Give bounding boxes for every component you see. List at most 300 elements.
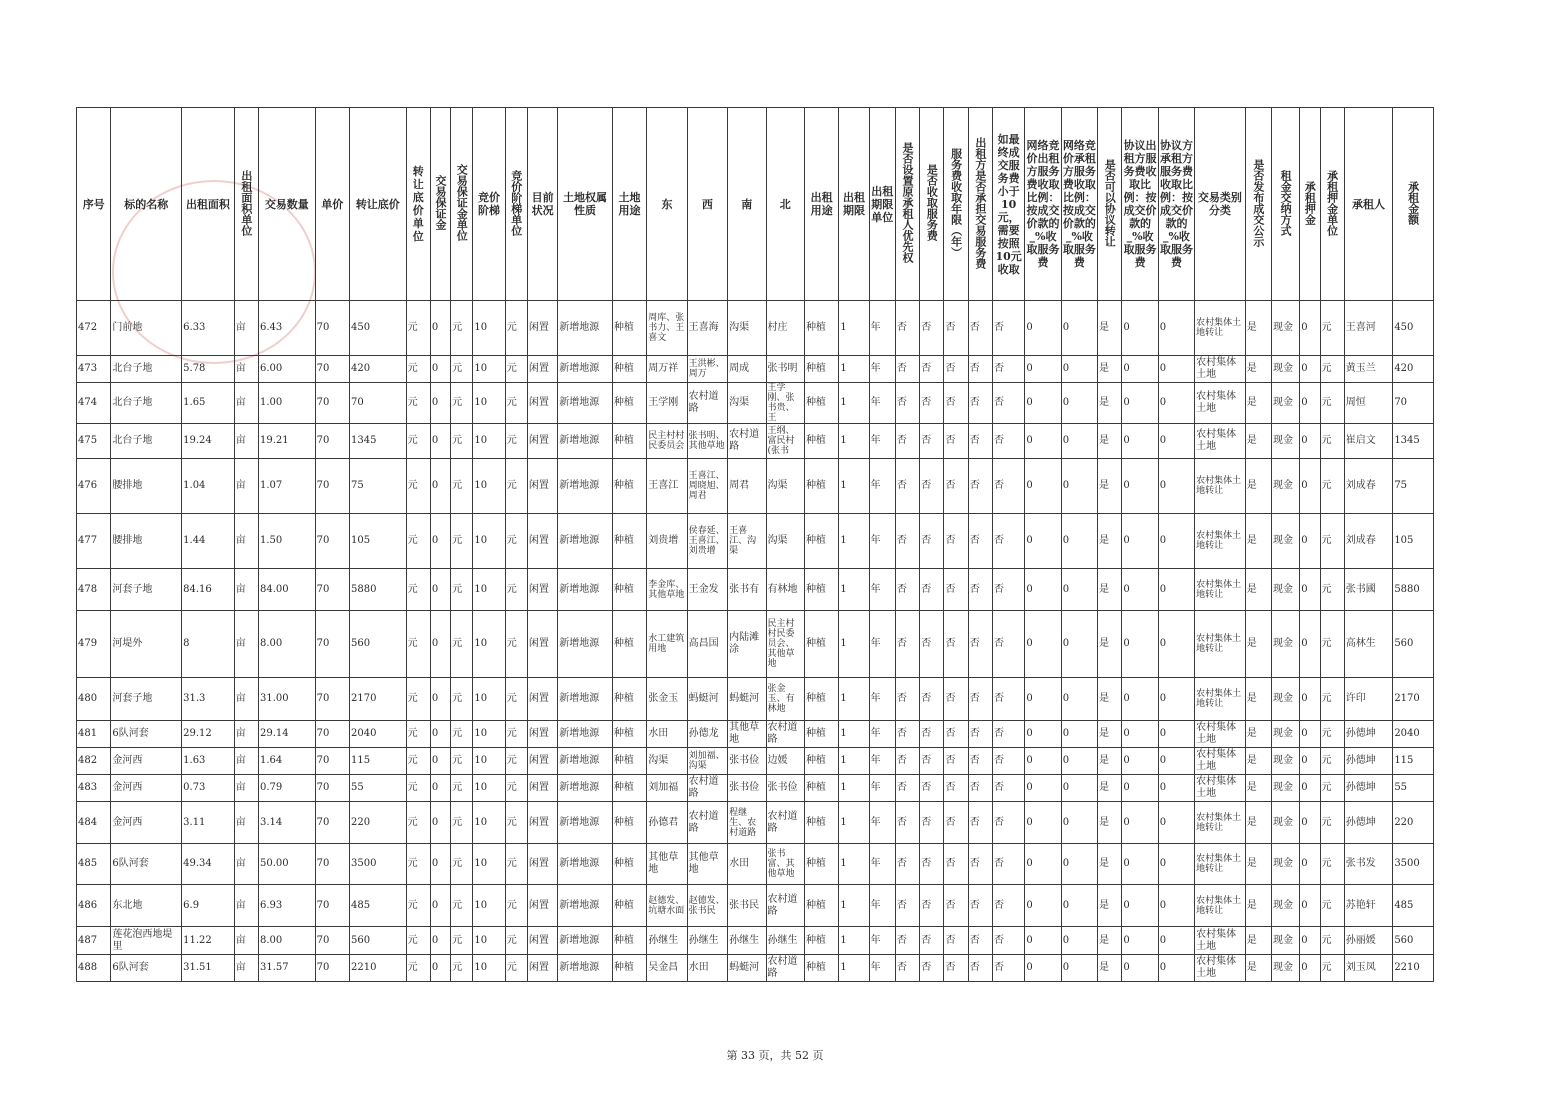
cell-area: 8	[182, 611, 235, 678]
cell-trade-type: 农村集体土地	[1195, 356, 1246, 383]
cell-use: 种植	[612, 748, 646, 775]
cell-pay-mode: 现金	[1271, 678, 1299, 721]
cell-priority: 否	[895, 678, 919, 721]
cell-deposit-unit: 元	[451, 301, 473, 356]
cell-negotiable: 是	[1098, 514, 1122, 569]
cell-trade-type: 农村集体土地	[1195, 748, 1246, 775]
cell-term: 1	[839, 844, 869, 885]
cell-fee-years: 否	[944, 514, 968, 569]
cell-priority: 否	[895, 885, 919, 927]
cell-step-unit: 元	[505, 775, 527, 802]
cell-west: 孙继生	[687, 927, 727, 955]
cell-nature: 新增地源	[558, 383, 613, 424]
cell-qty: 6.43	[259, 301, 316, 356]
cell-net-in: 0	[1061, 927, 1097, 955]
cell-fee-years: 否	[944, 844, 968, 885]
header-price: 单价	[315, 108, 349, 301]
cell-name: 莲花泡西地堤里	[111, 927, 182, 955]
cell-trade-type: 农村集体土地转让	[1195, 885, 1246, 927]
cell-north: 农村道路	[766, 802, 804, 844]
cell-use: 种植	[612, 955, 646, 982]
cell-net-out: 0	[1025, 424, 1061, 459]
cell-agr-out: 0	[1122, 885, 1158, 927]
cell-qty: 31.57	[259, 955, 316, 982]
cell-pledge-unit: 元	[1320, 383, 1344, 424]
cell-pledge-unit: 元	[1320, 611, 1344, 678]
cell-pledge: 0	[1300, 424, 1320, 459]
cell-charge: 否	[920, 885, 944, 927]
cell-rent-use: 种植	[804, 802, 838, 844]
cell-bear: 否	[968, 721, 992, 748]
cell-base: 115	[350, 748, 407, 775]
cell-status: 闲置	[527, 301, 557, 356]
cell-seq: 488	[77, 955, 111, 982]
cell-agr-out: 0	[1122, 748, 1158, 775]
cell-name: 金河西	[111, 802, 182, 844]
cell-bear: 否	[968, 927, 992, 955]
cell-amount: 420	[1393, 356, 1434, 383]
cell-publish: 是	[1245, 927, 1271, 955]
cell-step: 10	[473, 356, 505, 383]
cell-rent-use: 种植	[804, 356, 838, 383]
cell-publish: 是	[1245, 844, 1271, 885]
cell-rent-use: 种植	[804, 424, 838, 459]
cell-south: 张书俭	[728, 775, 766, 802]
cell-use: 种植	[612, 383, 646, 424]
cell-base: 220	[350, 802, 407, 844]
cell-negotiable: 是	[1098, 802, 1122, 844]
cell-lessee: 孙丽媛	[1344, 927, 1393, 955]
cell-lessee: 王喜河	[1344, 301, 1393, 356]
cell-fee-years: 否	[944, 721, 968, 748]
cell-pledge: 0	[1300, 955, 1320, 982]
cell-seq: 484	[77, 802, 111, 844]
cell-base-unit: 元	[406, 885, 430, 927]
cell-use: 种植	[612, 775, 646, 802]
cell-pay-mode: 现金	[1271, 955, 1299, 982]
cell-agr-out: 0	[1122, 569, 1158, 611]
cell-rent-use: 种植	[804, 301, 838, 356]
cell-net-out: 0	[1025, 356, 1061, 383]
cell-area: 11.22	[182, 927, 235, 955]
cell-bear: 否	[968, 301, 992, 356]
cell-pledge-unit: 元	[1320, 748, 1344, 775]
cell-north: 张书明	[766, 356, 804, 383]
table-row	[77, 775, 1434, 802]
cell-term: 1	[839, 301, 869, 356]
cell-trade-type: 农村集体土地转让	[1195, 844, 1246, 885]
cell-charge: 否	[920, 459, 944, 514]
cell-lessee: 刘玉凤	[1344, 955, 1393, 982]
cell-deposit-unit: 元	[451, 844, 473, 885]
cell-pledge-unit: 元	[1320, 721, 1344, 748]
cell-deposit: 0	[430, 802, 450, 844]
header-deposit: 交易保证金	[430, 108, 450, 301]
cell-pledge-unit: 元	[1320, 356, 1344, 383]
cell-north: 张书俭	[766, 775, 804, 802]
cell-negotiable: 是	[1098, 748, 1122, 775]
cell-agr-out: 0	[1122, 356, 1158, 383]
cell-step-unit: 元	[505, 885, 527, 927]
cell-deposit-unit: 元	[451, 748, 473, 775]
cell-term: 1	[839, 927, 869, 955]
cell-lessee: 苏艳轩	[1344, 885, 1393, 927]
cell-price: 70	[315, 611, 349, 678]
cell-net-out: 0	[1025, 844, 1061, 885]
cell-area: 1.44	[182, 514, 235, 569]
cell-bear: 否	[968, 356, 992, 383]
cell-net-out: 0	[1025, 927, 1061, 955]
cell-north: 王学刚、张书贵、王	[766, 383, 804, 424]
cell-deposit-unit: 元	[451, 356, 473, 383]
cell-seq: 483	[77, 775, 111, 802]
cell-qty: 3.14	[259, 802, 316, 844]
cell-term-unit: 年	[869, 301, 895, 356]
cell-net-in: 0	[1061, 678, 1097, 721]
cell-bear: 否	[968, 569, 992, 611]
cell-trade-type: 农村集体土地转让	[1195, 514, 1246, 569]
cell-area: 6.9	[182, 885, 235, 927]
cell-south: 王喜江、沟渠	[728, 514, 766, 569]
cell-area-unit: 亩	[234, 844, 258, 885]
cell-negotiable: 是	[1098, 459, 1122, 514]
cell-lessee: 孙德坤	[1344, 721, 1393, 748]
cell-amount: 560	[1393, 927, 1434, 955]
cell-deposit: 0	[430, 424, 450, 459]
cell-term: 1	[839, 514, 869, 569]
cell-term-unit: 年	[869, 514, 895, 569]
cell-area-unit: 亩	[234, 569, 258, 611]
cell-pay-mode: 现金	[1271, 301, 1299, 356]
cell-area-unit: 亩	[234, 301, 258, 356]
cell-term-unit: 年	[869, 955, 895, 982]
cell-amount: 1345	[1393, 424, 1434, 459]
cell-area-unit: 亩	[234, 748, 258, 775]
cell-south: 蚂蜓河	[728, 678, 766, 721]
cell-agr-in: 0	[1158, 955, 1194, 982]
cell-amount: 450	[1393, 301, 1434, 356]
cell-use: 种植	[612, 569, 646, 611]
cell-trade-type: 农村集体土地转让	[1195, 678, 1246, 721]
cell-north: 沟渠	[766, 514, 804, 569]
header-trade-type: 交易类别分类	[1195, 108, 1246, 301]
cell-rent-use: 种植	[804, 569, 838, 611]
cell-name: 河套子地	[111, 569, 182, 611]
cell-west: 张书明、其他草地	[687, 424, 727, 459]
cell-publish: 是	[1245, 721, 1271, 748]
cell-step: 10	[473, 301, 505, 356]
cell-name: 北台子地	[111, 356, 182, 383]
cell-priority: 否	[895, 802, 919, 844]
cell-pledge-unit: 元	[1320, 775, 1344, 802]
cell-deposit: 0	[430, 721, 450, 748]
cell-net-in: 0	[1061, 775, 1097, 802]
cell-min-fee: 否	[992, 748, 1024, 775]
cell-pledge: 0	[1300, 885, 1320, 927]
cell-deposit-unit: 元	[451, 775, 473, 802]
cell-charge: 否	[920, 955, 944, 982]
land-lease-table-container	[76, 107, 1434, 982]
cell-publish: 是	[1245, 775, 1271, 802]
cell-negotiable: 是	[1098, 885, 1122, 927]
cell-pledge-unit: 元	[1320, 678, 1344, 721]
cell-publish: 是	[1245, 748, 1271, 775]
cell-charge: 否	[920, 356, 944, 383]
cell-status: 闲置	[527, 383, 557, 424]
cell-status: 闲置	[527, 678, 557, 721]
table-row	[77, 927, 1434, 955]
header-base: 转让底价	[350, 108, 407, 301]
cell-min-fee: 否	[992, 802, 1024, 844]
cell-net-out: 0	[1025, 775, 1061, 802]
cell-charge: 否	[920, 802, 944, 844]
cell-fee-years: 否	[944, 678, 968, 721]
cell-price: 70	[315, 844, 349, 885]
cell-bear: 否	[968, 383, 992, 424]
cell-south: 其他草地	[728, 721, 766, 748]
cell-lessee: 崔启文	[1344, 424, 1393, 459]
cell-deposit-unit: 元	[451, 678, 473, 721]
cell-west: 高昌国	[687, 611, 727, 678]
cell-seq: 474	[77, 383, 111, 424]
cell-bear: 否	[968, 514, 992, 569]
cell-publish: 是	[1245, 802, 1271, 844]
cell-pledge: 0	[1300, 611, 1320, 678]
cell-south: 张书俭	[728, 748, 766, 775]
cell-priority: 否	[895, 844, 919, 885]
cell-priority: 否	[895, 721, 919, 748]
table-row	[77, 748, 1434, 775]
cell-term-unit: 年	[869, 459, 895, 514]
table-header-row	[77, 108, 1434, 301]
cell-name: 河堤外	[111, 611, 182, 678]
cell-base: 450	[350, 301, 407, 356]
cell-west: 王洪彬、周万	[687, 356, 727, 383]
cell-south: 孙继生	[728, 927, 766, 955]
cell-pledge-unit: 元	[1320, 802, 1344, 844]
cell-pledge-unit: 元	[1320, 569, 1344, 611]
cell-south: 内陆滩涂	[728, 611, 766, 678]
cell-south: 周君	[728, 459, 766, 514]
cell-nature: 新增地源	[558, 775, 613, 802]
cell-name: 腰排地	[111, 459, 182, 514]
cell-pay-mode: 现金	[1271, 885, 1299, 927]
cell-status: 闲置	[527, 775, 557, 802]
cell-south: 沟渠	[728, 383, 766, 424]
cell-seq: 485	[77, 844, 111, 885]
cell-charge: 否	[920, 514, 944, 569]
cell-net-out: 0	[1025, 802, 1061, 844]
cell-min-fee: 否	[992, 927, 1024, 955]
cell-qty: 1.64	[259, 748, 316, 775]
cell-base-unit: 元	[406, 424, 430, 459]
cell-name: 6队河套	[111, 844, 182, 885]
cell-pledge: 0	[1300, 844, 1320, 885]
cell-agr-in: 0	[1158, 844, 1194, 885]
cell-area: 31.3	[182, 678, 235, 721]
cell-price: 70	[315, 775, 349, 802]
cell-step-unit: 元	[505, 459, 527, 514]
cell-agr-out: 0	[1122, 844, 1158, 885]
cell-publish: 是	[1245, 885, 1271, 927]
cell-name: 河套子地	[111, 678, 182, 721]
cell-net-out: 0	[1025, 678, 1061, 721]
cell-priority: 否	[895, 775, 919, 802]
header-agr-out: 协议出租方服务费收取比例：按成交价款的_%收取服务费	[1122, 108, 1158, 301]
cell-south: 张书有	[728, 569, 766, 611]
cell-base-unit: 元	[406, 955, 430, 982]
cell-west: 水田	[687, 955, 727, 982]
cell-bear: 否	[968, 424, 992, 459]
cell-publish: 是	[1245, 569, 1271, 611]
cell-south: 张书民	[728, 885, 766, 927]
cell-seq: 486	[77, 885, 111, 927]
cell-pay-mode: 现金	[1271, 383, 1299, 424]
cell-rent-use: 种植	[804, 927, 838, 955]
cell-base-unit: 元	[406, 514, 430, 569]
cell-base: 420	[350, 356, 407, 383]
cell-west: 王喜江、周晓旭、周君	[687, 459, 727, 514]
cell-net-out: 0	[1025, 383, 1061, 424]
cell-base: 105	[350, 514, 407, 569]
cell-north: 农村道路	[766, 955, 804, 982]
cell-name: 6队河套	[111, 955, 182, 982]
cell-agr-out: 0	[1122, 802, 1158, 844]
cell-priority: 否	[895, 927, 919, 955]
cell-pay-mode: 现金	[1271, 514, 1299, 569]
cell-publish: 是	[1245, 459, 1271, 514]
cell-deposit: 0	[430, 459, 450, 514]
cell-term: 1	[839, 356, 869, 383]
cell-term-unit: 年	[869, 424, 895, 459]
cell-pledge-unit: 元	[1320, 301, 1344, 356]
cell-deposit-unit: 元	[451, 459, 473, 514]
cell-step: 10	[473, 569, 505, 611]
cell-term: 1	[839, 885, 869, 927]
cell-agr-in: 0	[1158, 301, 1194, 356]
cell-area: 1.65	[182, 383, 235, 424]
table-row	[77, 424, 1434, 459]
cell-charge: 否	[920, 569, 944, 611]
cell-min-fee: 否	[992, 356, 1024, 383]
cell-net-in: 0	[1061, 802, 1097, 844]
cell-term: 1	[839, 802, 869, 844]
cell-trade-type: 农村集体土地	[1195, 383, 1246, 424]
cell-net-out: 0	[1025, 885, 1061, 927]
cell-price: 70	[315, 301, 349, 356]
cell-agr-out: 0	[1122, 721, 1158, 748]
cell-east: 刘加福	[647, 775, 687, 802]
cell-east: 水工建筑用地	[647, 611, 687, 678]
cell-status: 闲置	[527, 611, 557, 678]
cell-amount: 2210	[1393, 955, 1434, 982]
cell-bear: 否	[968, 748, 992, 775]
cell-fee-years: 否	[944, 955, 968, 982]
cell-north: 有林地	[766, 569, 804, 611]
cell-base-unit: 元	[406, 844, 430, 885]
header-east: 东	[647, 108, 687, 301]
cell-term: 1	[839, 678, 869, 721]
header-priority: 是否设置原承租人优先权	[895, 108, 919, 301]
cell-area-unit: 亩	[234, 611, 258, 678]
cell-step-unit: 元	[505, 424, 527, 459]
cell-amount: 220	[1393, 802, 1434, 844]
cell-base-unit: 元	[406, 301, 430, 356]
cell-pay-mode: 现金	[1271, 569, 1299, 611]
cell-use: 种植	[612, 927, 646, 955]
cell-nature: 新增地源	[558, 748, 613, 775]
cell-deposit-unit: 元	[451, 383, 473, 424]
cell-trade-type: 农村集体土地	[1195, 424, 1246, 459]
cell-base: 560	[350, 927, 407, 955]
cell-net-out: 0	[1025, 748, 1061, 775]
cell-min-fee: 否	[992, 775, 1024, 802]
cell-fee-years: 否	[944, 927, 968, 955]
cell-term-unit: 年	[869, 802, 895, 844]
cell-rent-use: 种植	[804, 748, 838, 775]
cell-min-fee: 否	[992, 678, 1024, 721]
cell-trade-type: 农村集体土地转让	[1195, 569, 1246, 611]
cell-qty: 29.14	[259, 721, 316, 748]
cell-use: 种植	[612, 678, 646, 721]
cell-use: 种植	[612, 802, 646, 844]
cell-nature: 新增地源	[558, 459, 613, 514]
cell-term-unit: 年	[869, 885, 895, 927]
cell-agr-in: 0	[1158, 514, 1194, 569]
cell-amount: 105	[1393, 514, 1434, 569]
cell-net-in: 0	[1061, 721, 1097, 748]
cell-south: 沟渠	[728, 301, 766, 356]
cell-term: 1	[839, 459, 869, 514]
cell-pledge-unit: 元	[1320, 459, 1344, 514]
cell-north: 孙继生	[766, 927, 804, 955]
cell-charge: 否	[920, 678, 944, 721]
cell-lessee: 高林生	[1344, 611, 1393, 678]
cell-seq: 475	[77, 424, 111, 459]
cell-east: 其他草地	[647, 844, 687, 885]
cell-fee-years: 否	[944, 748, 968, 775]
cell-pledge: 0	[1300, 569, 1320, 611]
cell-price: 70	[315, 678, 349, 721]
cell-agr-out: 0	[1122, 459, 1158, 514]
cell-pledge: 0	[1300, 748, 1320, 775]
cell-step-unit: 元	[505, 678, 527, 721]
cell-deposit-unit: 元	[451, 721, 473, 748]
cell-use: 种植	[612, 611, 646, 678]
cell-status: 闲置	[527, 424, 557, 459]
cell-fee-years: 否	[944, 885, 968, 927]
cell-name: 金河西	[111, 748, 182, 775]
cell-price: 70	[315, 955, 349, 982]
cell-pay-mode: 现金	[1271, 611, 1299, 678]
cell-net-out: 0	[1025, 301, 1061, 356]
header-agr-in: 协议方承租方服务费收取比例：按成交价款的_%收取服务费	[1158, 108, 1194, 301]
cell-qty: 1.07	[259, 459, 316, 514]
cell-name: 6队河套	[111, 721, 182, 748]
cell-name: 门前地	[111, 301, 182, 356]
cell-nature: 新增地源	[558, 885, 613, 927]
cell-agr-out: 0	[1122, 955, 1158, 982]
cell-priority: 否	[895, 301, 919, 356]
cell-seq: 481	[77, 721, 111, 748]
cell-min-fee: 否	[992, 424, 1024, 459]
cell-negotiable: 是	[1098, 424, 1122, 459]
header-west: 西	[687, 108, 727, 301]
cell-step-unit: 元	[505, 748, 527, 775]
cell-step-unit: 元	[505, 721, 527, 748]
cell-agr-in: 0	[1158, 356, 1194, 383]
cell-deposit: 0	[430, 748, 450, 775]
